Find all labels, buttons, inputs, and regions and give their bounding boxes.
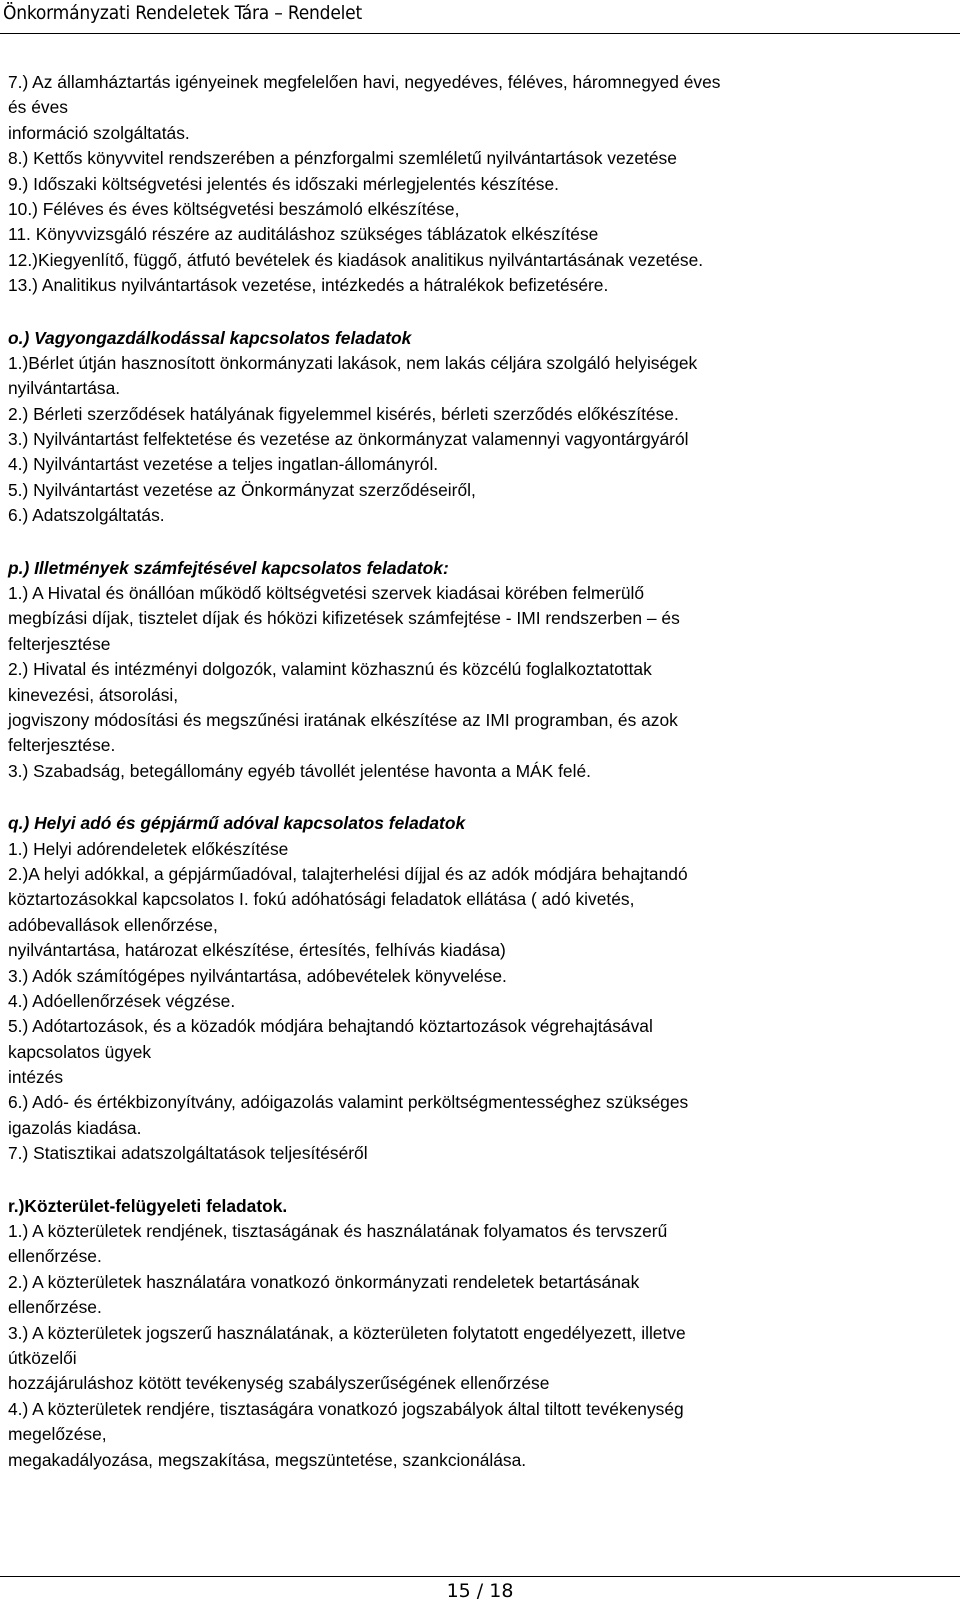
section-p: [8, 556, 953, 785]
list-item: 2.)A helyi adókkal, a gépjárműadóval, talajterhelési díjjal és az adók módjára behajtandó: [8, 863, 688, 884]
list-item: 1.) Helyi adórendeletek előkészítése: [8, 838, 289, 859]
list-item: 1.)Bérlet útján hasznosított önkormányzati lakások, nem lakás céljára szolgáló helyiségek: [8, 352, 698, 373]
list-item: nyilvántartása, határozat elkészítése, értesítés, felhívás kiadása): [8, 940, 506, 961]
list-item: 7.) Statisztikai adatszolgáltatások teljesítéséről: [8, 1143, 368, 1164]
list-item: 6.) Adatszolgáltatás.: [8, 505, 165, 526]
list-item: 2.) Bérleti szerződések hatályának figyelemmel kisérés, bérleti szerződés előkészítése.: [8, 403, 679, 424]
page-number: 15 / 18: [446, 1580, 514, 1602]
section-o: [8, 326, 953, 529]
list-item: intézés: [8, 1067, 64, 1088]
section-heading: q.) Helyi adó és gépjármű adóval kapcsolatos feladatok: [8, 813, 466, 834]
header-divider: [0, 33, 960, 34]
section-n-tail: [8, 70, 953, 299]
list-item: igazolás kiadása.: [8, 1117, 142, 1138]
list-item: 11. Könyvvizsgáló részére az auditáláshoz szükséges táblázatok elkészítése: [8, 224, 599, 245]
list-item: jogviszony módosítási és megszűnési iratának elkészítése az IMI programban, és azok: [8, 709, 678, 730]
section-q: [8, 811, 953, 1166]
list-item: megakadályozása, megszakítása, megszüntetése, szankcionálása.: [8, 1449, 527, 1470]
list-item: 3.) Nyilvántartást felfektetése és vezetése az önkormányzat valamennyi vagyontárgyáról: [8, 429, 689, 450]
list-item: megelőzése,: [8, 1424, 107, 1445]
list-item: 8.) Kettős könyvvitel rendszerében a pénzforgalmi szemléletű nyilvántartások vezetése: [8, 148, 677, 169]
list-item: 10.) Féléves és éves költségvetési beszámoló elkészítése,: [8, 198, 460, 219]
section-heading: o.) Vagyongazdálkodással kapcsolatos feladatok: [8, 327, 412, 348]
list-item: 4.) Adóellenőrzések végzése.: [8, 990, 236, 1011]
list-item: 3.) A közterületek jogszerű használatának, a közterületen folytatott engedélyezett, illetve: [8, 1322, 686, 1343]
list-item: és éves: [8, 97, 68, 118]
list-item: 2.) Hivatal és intézményi dolgozók, valamint közhasznú és közcélú foglalkoztatottak: [8, 659, 652, 680]
list-item: felterjesztése.: [8, 735, 116, 756]
section-spacer: [8, 1167, 953, 1194]
document-body: [8, 70, 953, 1473]
list-item: 5.) Nyilvántartást vezetése az Önkormányzat szerződéseiről,: [8, 479, 476, 500]
list-item: köztartozásokkal kapcsolatos I. fokú adóhatósági feladatok ellátása ( adó kivetés,: [8, 889, 635, 910]
list-item: megbízási díjak, tisztelet díjak és hóközi kifizetések számfejtése - IMI rendszerben – és: [8, 608, 680, 629]
section-r: [8, 1194, 953, 1473]
list-item: 5.) Adótartozások, és a közadók módjára behajtandó köztartozások végrehajtásával: [8, 1016, 653, 1037]
list-item: információ szolgáltatás.: [8, 122, 190, 143]
header-title: Önkormányzati Rendeletek Tára – Rendelet: [3, 2, 363, 24]
list-item: adóbevallások ellenőrzése,: [8, 914, 218, 935]
list-item: 4.) Nyilvántartást vezetése a teljes ingatlan-állományról.: [8, 454, 439, 475]
page-header: [0, 0, 960, 35]
list-item: 1.) A Hivatal és önállóan működő költségvetési szervek kiadásai körében felmerülő: [8, 583, 645, 604]
list-item: 3.) Szabadság, betegállomány egyéb távollét jelentése havonta a MÁK felé.: [8, 760, 591, 781]
list-item: ellenőrzése.: [8, 1246, 102, 1267]
list-item: 7.) Az államháztartás igényeinek megfelelően havi, negyedéves, féléves, háromnegyed éves: [8, 72, 721, 92]
list-item: felterjesztése: [8, 633, 111, 654]
list-item: útközelői: [8, 1347, 77, 1368]
list-item: ellenőrzése.: [8, 1297, 102, 1318]
list-item: 3.) Adók számítógépes nyilvántartása, adóbevételek könyvelése.: [8, 965, 507, 986]
list-item: 2.) A közterületek használatára vonatkozó önkormányzati rendeletek betartásának: [8, 1271, 640, 1292]
list-item: 9.) Időszaki költségvetési jelentés és időszaki mérlegjelentés készítése.: [8, 173, 559, 194]
list-item: 4.) A közterületek rendjére, tisztaságára vonatkozó jogszabályok által tiltott tevékenység: [8, 1398, 684, 1419]
section-heading: p.) Illetmények számfejtésével kapcsolatos feladatok:: [8, 557, 449, 578]
list-item: 1.) A közterületek rendjének, tisztaságának és használatának folyamatos és tervszerű: [8, 1221, 668, 1242]
list-item: 12.)Kiegyenlítő, függő, átfutó bevételek és kiadások analitikus nyilvántartásának vezetése.: [8, 249, 704, 270]
footer-divider: [0, 1576, 960, 1577]
section-spacer: [8, 299, 953, 326]
list-item: 13.) Analitikus nyilvántartások vezetése, intézkedés a hátralékok befizetésére.: [8, 275, 609, 296]
section-spacer: [8, 784, 953, 811]
list-item: kinevezési, átsorolási,: [8, 684, 179, 705]
list-item: 6.) Adó- és értékbizonyítvány, adóigazolás valamint perköltségmentességhez szükséges: [8, 1092, 689, 1113]
list-item: hozzájáruláshoz kötött tevékenység szabályszerűségének ellenőrzése: [8, 1373, 550, 1394]
list-item: nyilvántartása.: [8, 378, 121, 399]
section-heading: r.)Közterület-felügyeleti feladatok.: [8, 1195, 288, 1216]
list-item: kapcsolatos ügyek: [8, 1041, 152, 1062]
section-spacer: [8, 529, 953, 556]
